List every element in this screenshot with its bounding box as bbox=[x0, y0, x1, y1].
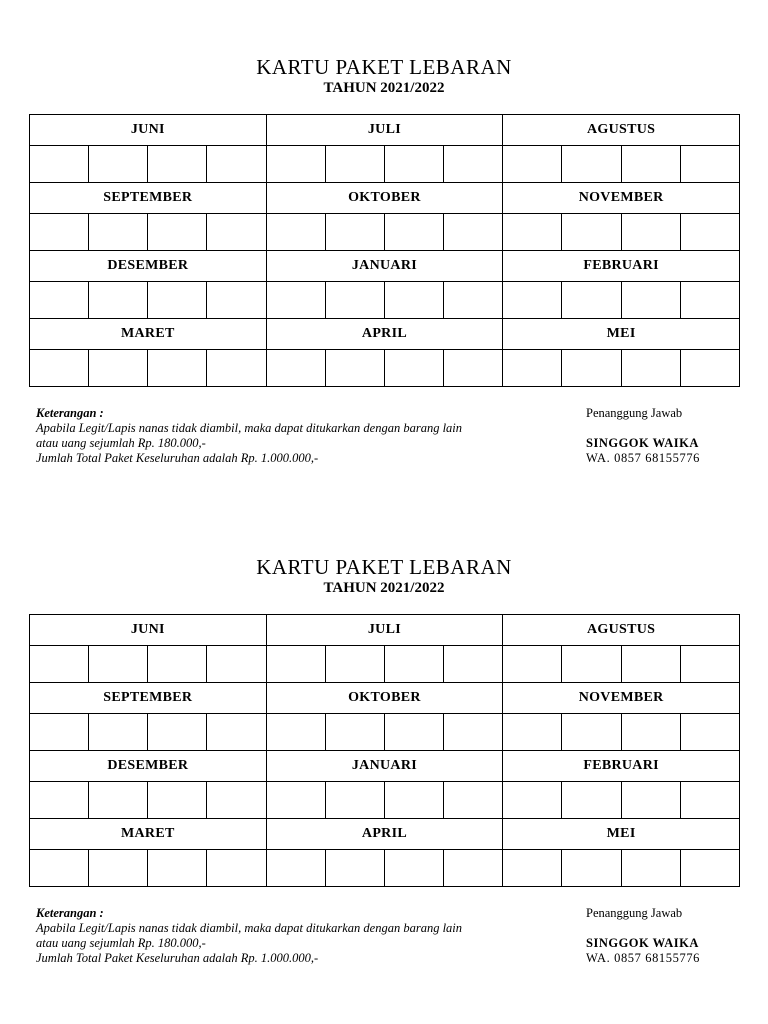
month-label: AGUSTUS bbox=[503, 115, 740, 146]
month-label: NOVEMBER bbox=[503, 683, 740, 714]
tick-box[interactable] bbox=[207, 714, 266, 751]
month-label: AGUSTUS bbox=[503, 615, 740, 646]
responsible-label: Penanggung Jawab bbox=[586, 906, 683, 920]
tick-box[interactable] bbox=[207, 214, 266, 251]
tick-box[interactable] bbox=[503, 146, 562, 183]
tick-box[interactable] bbox=[503, 782, 562, 819]
tick-box[interactable] bbox=[325, 646, 384, 683]
tick-box[interactable] bbox=[266, 714, 325, 751]
month-header-row bbox=[30, 819, 740, 850]
notes-line: Jumlah Total Paket Keseluruhan adalah Rp. 1.000.000,- bbox=[36, 451, 319, 465]
notes-line: Jumlah Total Paket Keseluruhan adalah Rp. 1.000.000,- bbox=[36, 951, 319, 965]
tick-box[interactable] bbox=[207, 350, 266, 387]
tick-box[interactable] bbox=[444, 714, 503, 751]
tick-box[interactable] bbox=[680, 714, 739, 751]
checkbox-row bbox=[30, 782, 740, 819]
checkbox-row bbox=[30, 282, 740, 319]
card-title: KARTU PAKET LEBARAN bbox=[256, 555, 512, 579]
month-table bbox=[29, 614, 740, 887]
tick-box[interactable] bbox=[444, 214, 503, 251]
notes-line: atau uang sejumlah Rp. 180.000,- bbox=[36, 436, 206, 450]
tick-box[interactable] bbox=[621, 782, 680, 819]
checkbox-row bbox=[30, 714, 740, 751]
responsible-name: SINGGOK WAIKA bbox=[586, 436, 699, 450]
tick-box[interactable] bbox=[207, 646, 266, 683]
tick-box[interactable] bbox=[30, 282, 89, 319]
tick-box[interactable] bbox=[325, 282, 384, 319]
tick-box[interactable] bbox=[444, 850, 503, 887]
tick-box[interactable] bbox=[680, 146, 739, 183]
tick-box[interactable] bbox=[384, 282, 443, 319]
checkbox-row bbox=[30, 214, 740, 251]
tick-box[interactable] bbox=[89, 282, 148, 319]
tick-box[interactable] bbox=[266, 350, 325, 387]
tick-box[interactable] bbox=[207, 282, 266, 319]
tick-box[interactable] bbox=[503, 214, 562, 251]
tick-box[interactable] bbox=[384, 782, 443, 819]
month-label: JULI bbox=[266, 115, 503, 146]
tick-box[interactable] bbox=[621, 350, 680, 387]
tick-box[interactable] bbox=[444, 646, 503, 683]
tick-box[interactable] bbox=[148, 646, 207, 683]
tick-box[interactable] bbox=[680, 282, 739, 319]
month-label: MARET bbox=[30, 319, 267, 350]
checkbox-row bbox=[30, 850, 740, 887]
month-label: SEPTEMBER bbox=[30, 683, 267, 714]
tick-box[interactable] bbox=[444, 782, 503, 819]
tick-box[interactable] bbox=[444, 146, 503, 183]
tick-box[interactable] bbox=[207, 782, 266, 819]
month-header-row bbox=[30, 251, 740, 282]
tick-box[interactable] bbox=[207, 850, 266, 887]
checkbox-row bbox=[30, 350, 740, 387]
responsible-block bbox=[586, 906, 756, 966]
tick-box[interactable] bbox=[148, 782, 207, 819]
responsible-block bbox=[586, 406, 756, 466]
tick-box[interactable] bbox=[148, 214, 207, 251]
tick-box[interactable] bbox=[562, 850, 621, 887]
month-header-row bbox=[30, 319, 740, 350]
tick-box[interactable] bbox=[384, 646, 443, 683]
tick-box[interactable] bbox=[562, 282, 621, 319]
tick-box[interactable] bbox=[89, 782, 148, 819]
month-label: JULI bbox=[266, 615, 503, 646]
tick-box[interactable] bbox=[148, 350, 207, 387]
tick-box[interactable] bbox=[30, 850, 89, 887]
tick-box[interactable] bbox=[621, 850, 680, 887]
package-card-top bbox=[0, 0, 768, 500]
month-label: MEI bbox=[503, 319, 740, 350]
tick-box[interactable] bbox=[680, 646, 739, 683]
tick-box[interactable] bbox=[148, 282, 207, 319]
tick-box[interactable] bbox=[503, 714, 562, 751]
month-label: FEBRUARI bbox=[503, 751, 740, 782]
card-subtitle: TAHUN 2021/2022 bbox=[323, 80, 445, 96]
tick-box[interactable] bbox=[89, 850, 148, 887]
tick-box[interactable] bbox=[503, 282, 562, 319]
tick-box[interactable] bbox=[89, 714, 148, 751]
tick-box[interactable] bbox=[30, 646, 89, 683]
tick-box[interactable] bbox=[89, 646, 148, 683]
notes-line: atau uang sejumlah Rp. 180.000,- bbox=[36, 936, 206, 950]
month-header-row bbox=[30, 615, 740, 646]
month-label: OKTOBER bbox=[266, 183, 503, 214]
tick-box[interactable] bbox=[30, 782, 89, 819]
tick-box[interactable] bbox=[325, 782, 384, 819]
month-label: FEBRUARI bbox=[503, 251, 740, 282]
card-subtitle: TAHUN 2021/2022 bbox=[323, 580, 445, 596]
tick-box[interactable] bbox=[621, 214, 680, 251]
tick-box[interactable] bbox=[562, 714, 621, 751]
tick-box[interactable] bbox=[325, 214, 384, 251]
tick-box[interactable] bbox=[148, 850, 207, 887]
month-label: JANUARI bbox=[266, 251, 503, 282]
tick-box[interactable] bbox=[30, 146, 89, 183]
tick-box[interactable] bbox=[325, 146, 384, 183]
tick-box[interactable] bbox=[325, 714, 384, 751]
tick-box[interactable] bbox=[621, 646, 680, 683]
responsible-name: SINGGOK WAIKA bbox=[586, 936, 699, 950]
month-label: JUNI bbox=[30, 615, 267, 646]
tick-box[interactable] bbox=[680, 850, 739, 887]
tick-box[interactable] bbox=[148, 714, 207, 751]
month-table bbox=[29, 114, 740, 387]
tick-box[interactable] bbox=[503, 646, 562, 683]
tick-box[interactable] bbox=[30, 350, 89, 387]
card-title: KARTU PAKET LEBARAN bbox=[256, 55, 512, 79]
checkbox-row bbox=[30, 146, 740, 183]
month-label: MARET bbox=[30, 819, 267, 850]
tick-box[interactable] bbox=[266, 646, 325, 683]
responsible-contact: WA. 0857 68155776 bbox=[586, 451, 701, 465]
tick-box[interactable] bbox=[30, 714, 89, 751]
responsible-contact: WA. 0857 68155776 bbox=[586, 951, 701, 965]
tick-box[interactable] bbox=[621, 282, 680, 319]
tick-box[interactable] bbox=[562, 146, 621, 183]
tick-box[interactable] bbox=[384, 146, 443, 183]
month-label: APRIL bbox=[266, 819, 503, 850]
tick-box[interactable] bbox=[444, 282, 503, 319]
tick-box[interactable] bbox=[562, 646, 621, 683]
tick-box[interactable] bbox=[680, 350, 739, 387]
month-header-row bbox=[30, 115, 740, 146]
month-label: OKTOBER bbox=[266, 683, 503, 714]
tick-box[interactable] bbox=[266, 850, 325, 887]
tick-box[interactable] bbox=[444, 350, 503, 387]
month-label: DESEMBER bbox=[30, 251, 267, 282]
tick-box[interactable] bbox=[89, 146, 148, 183]
tick-box[interactable] bbox=[384, 714, 443, 751]
tick-box[interactable] bbox=[503, 350, 562, 387]
tick-box[interactable] bbox=[148, 146, 207, 183]
package-card-bottom bbox=[0, 500, 768, 1000]
tick-box[interactable] bbox=[562, 782, 621, 819]
checkbox-row bbox=[30, 646, 740, 683]
tick-box[interactable] bbox=[384, 214, 443, 251]
tick-box[interactable] bbox=[384, 350, 443, 387]
tick-box[interactable] bbox=[562, 214, 621, 251]
month-label: JUNI bbox=[30, 115, 267, 146]
tick-box[interactable] bbox=[621, 146, 680, 183]
responsible-label: Penanggung Jawab bbox=[586, 406, 683, 420]
month-label: JANUARI bbox=[266, 751, 503, 782]
tick-box[interactable] bbox=[30, 214, 89, 251]
notes-line: Apabila Legit/Lapis nanas tidak diambil, maka dapat ditukarkan dengan barang lain bbox=[36, 421, 463, 435]
tick-box[interactable] bbox=[503, 850, 562, 887]
month-label: SEPTEMBER bbox=[30, 183, 267, 214]
tick-box[interactable] bbox=[384, 850, 443, 887]
month-label: APRIL bbox=[266, 319, 503, 350]
notes-block bbox=[36, 406, 576, 466]
notes-block bbox=[36, 906, 576, 966]
tick-box[interactable] bbox=[680, 782, 739, 819]
tick-box[interactable] bbox=[325, 850, 384, 887]
tick-box[interactable] bbox=[266, 782, 325, 819]
tick-box[interactable] bbox=[207, 146, 266, 183]
month-label: DESEMBER bbox=[30, 751, 267, 782]
tick-box[interactable] bbox=[89, 214, 148, 251]
tick-box[interactable] bbox=[680, 214, 739, 251]
notes-line: Apabila Legit/Lapis nanas tidak diambil, maka dapat ditukarkan dengan barang lain bbox=[36, 921, 463, 935]
month-label: NOVEMBER bbox=[503, 183, 740, 214]
tick-box[interactable] bbox=[562, 350, 621, 387]
month-header-row bbox=[30, 183, 740, 214]
tick-box[interactable] bbox=[266, 282, 325, 319]
tick-box[interactable] bbox=[266, 214, 325, 251]
tick-box[interactable] bbox=[89, 350, 148, 387]
tick-box[interactable] bbox=[325, 350, 384, 387]
tick-box[interactable] bbox=[621, 714, 680, 751]
month-label: MEI bbox=[503, 819, 740, 850]
month-header-row bbox=[30, 751, 740, 782]
tick-box[interactable] bbox=[266, 146, 325, 183]
notes-label: Keterangan : bbox=[36, 406, 104, 420]
month-header-row bbox=[30, 683, 740, 714]
notes-label: Keterangan : bbox=[36, 906, 104, 920]
